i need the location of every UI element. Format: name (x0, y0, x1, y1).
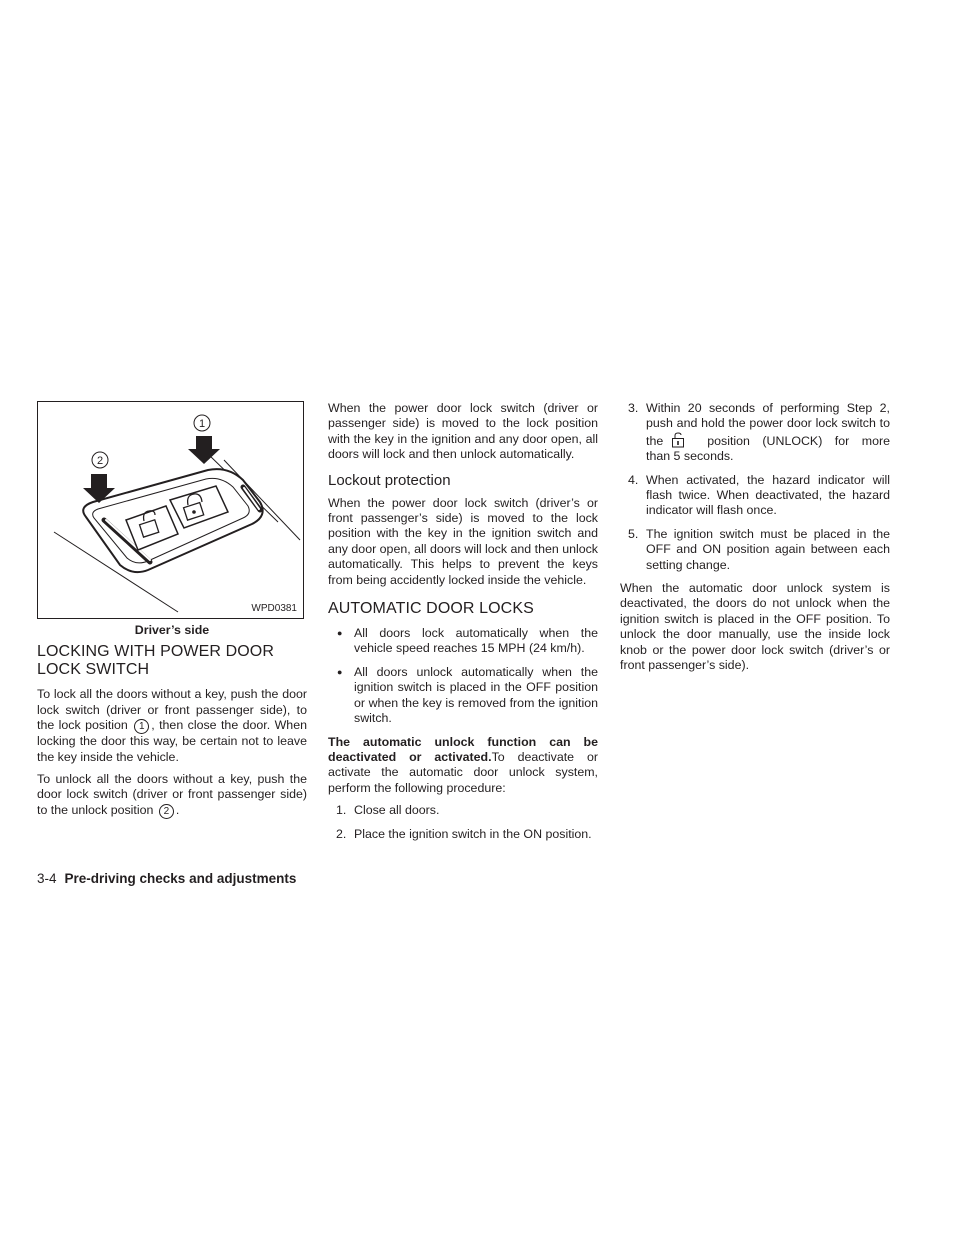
paragraph-unlock-part-a: To unlock all the doors without a key, push the door lock switch (driver or front passenger side) to the unlock position (37, 772, 307, 817)
list-item (620, 473, 890, 519)
page-footer (37, 871, 296, 886)
step-text: Place the ignition switch in the ON position. (354, 826, 592, 841)
step-number: 3. (628, 401, 639, 415)
callout-1-inline: 1 (134, 719, 149, 734)
door-lock-switch-illustration (37, 401, 304, 619)
list-item: ● All doors unlock automatically when the ignition switch is placed in the OFF position or when the key is removed from the ignition switch. (328, 665, 598, 727)
list-item (328, 803, 598, 818)
paragraph-procedure-rest: To deactivate or activate the automatic door unlock system, perform the following procedure: (328, 749, 598, 795)
step-text-part-b: position (UNLOCK) for more than 5 seconds. (646, 433, 890, 464)
right-column (620, 401, 890, 681)
bullet-list (328, 626, 598, 726)
paragraph-deactivated-note: When the automatic door unlock system is deactivated, the doors do not unlock when the ignition switch is placed in the OFF position. To unlock the door manually, use the inside lock knob or the power door lock switch (driver’s or front passenger’s side). (620, 581, 890, 673)
page-number: 3-4 (37, 871, 57, 886)
door-lock-switch-drawing (38, 402, 303, 618)
step-text: Close all doors. (354, 803, 440, 818)
step-text-part-a: Within 20 seconds of performing Step 2, push and hold the power door lock switch to the (646, 401, 890, 448)
paragraph-lock (37, 687, 307, 765)
step-list-continued (620, 401, 890, 573)
paragraph-procedure-bold: The automatic unlock function can be deactivated or activated. (328, 734, 598, 764)
list-item (328, 827, 598, 842)
step-number: 1. (336, 803, 347, 818)
callout-1-label: 1 (198, 418, 206, 430)
paragraph-procedure (328, 735, 598, 797)
step-list (328, 803, 598, 842)
subheading-lockout-protection: Lockout protection (328, 471, 451, 489)
section-title: Pre-driving checks and adjustments (64, 871, 297, 886)
paragraph-lockout: When the power door lock switch (driver’s or front passenger’s side) is moved to the lock position with the key in the ignition switch and any door open, all doors will lock and then unlock automatically. This helps to prevent the keys from being accidently locked inside the vehicle. (328, 495, 599, 587)
left-column (37, 401, 307, 826)
callout-2-label: 2 (96, 455, 104, 467)
paragraph-unlock-part-b: . (175, 802, 180, 817)
section-heading-locking: LOCKING WITH POWER DOOR LOCK SWITCH (37, 643, 274, 679)
step-number: 2. (336, 826, 347, 841)
step-number: 4. (628, 472, 639, 487)
section-heading-automatic-door-locks: AUTOMATIC DOOR LOCKS (328, 600, 534, 618)
figure-code: WPD0381 (251, 602, 297, 614)
paragraph-intro: When the power door lock switch (driver or passenger side) is moved to the lock position with the key in the ignition and any door open, all doors will lock and then unlock automatically. (328, 401, 598, 462)
list-item (620, 527, 890, 573)
paragraph-lock-part-a: To lock all the doors without a key, push the door lock switch (driver or front passenger side), to the lock position (37, 687, 307, 733)
callout-2-inline: 2 (159, 804, 174, 819)
unlock-symbol-icon (671, 432, 685, 448)
step-number: 5. (628, 526, 639, 541)
step-text: When activated, the hazard indicator will flash twice. When deactivated, the hazard indicator will flash once. (646, 472, 890, 518)
paragraph-lock-part-b: , then close the door. When locking the door this way, be certain not to leave the key inside the vehicle. (37, 718, 307, 764)
list-item (620, 401, 890, 465)
middle-column (328, 401, 598, 850)
step-text: The ignition switch must be placed in the OFF and ON position again between each setting change. (646, 526, 890, 572)
figure-caption: Driver’s side (134, 623, 210, 637)
paragraph-unlock (37, 772, 307, 819)
list-item: ● All doors lock automatically when the vehicle speed reaches 15 MPH (24 km/h). (328, 626, 598, 657)
